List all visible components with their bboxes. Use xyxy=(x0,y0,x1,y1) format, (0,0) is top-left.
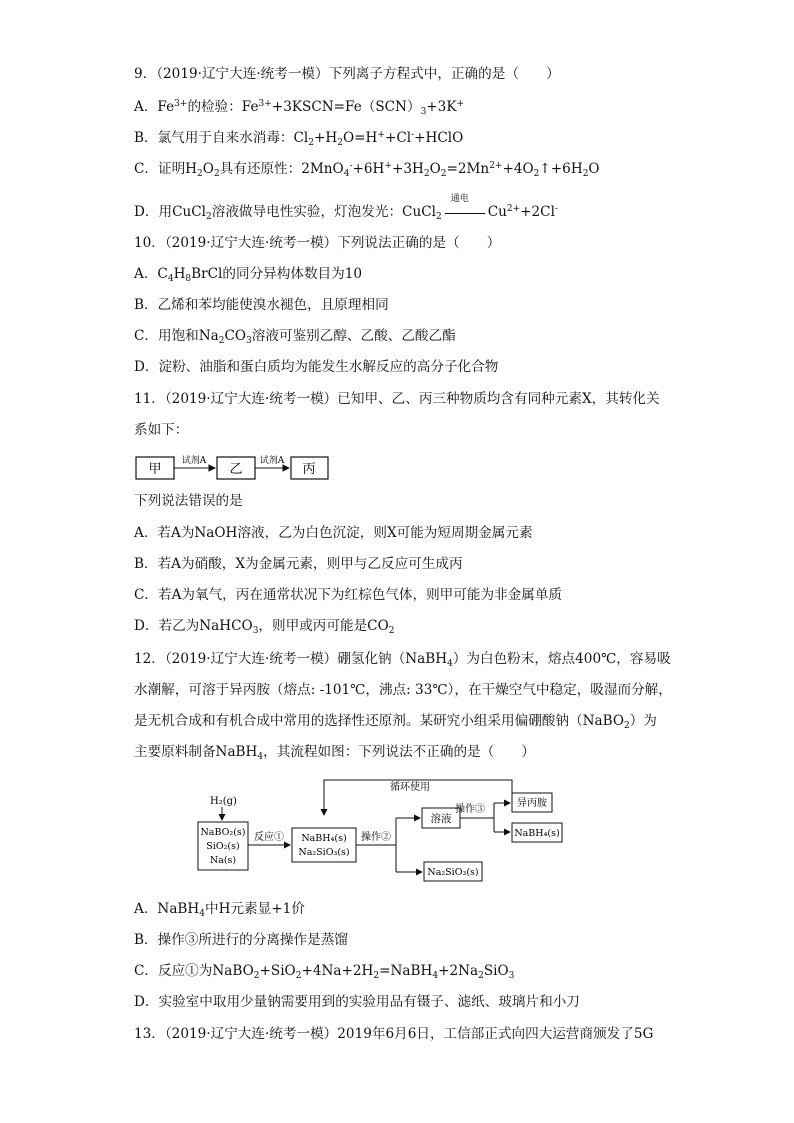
q11-conversion-diagram xyxy=(134,448,330,482)
h2-label: H₂(g) xyxy=(210,796,237,807)
q12-option-c: C．反应①为$NaBO_2+SiO_2+4Na+2H_2=NaBH_4+2Na_2SiO_3$ xyxy=(134,963,515,981)
q9-stem: 9．（2019·辽宁大连·统考一模）下列离子方程式中，正确的是（ ） xyxy=(134,66,560,82)
q10-option-b: B．乙烯和苯均能使溴水褪色，且原理相同 xyxy=(134,297,389,313)
isopropylamine-label: 异丙胺 xyxy=(517,798,547,809)
q12-stem-line3: 是无机合成和有机合成中常用的选择性还原剂。某研究小组采用偏硼酸钠（NaBO$_2$）为 xyxy=(134,713,657,731)
step1-label: 反应① xyxy=(254,832,284,843)
q12-option-b: B．操作③所进行的分离操作是蒸馏 xyxy=(134,932,348,948)
arrow2-label: 试剂A xyxy=(259,456,285,466)
q12-stem-line1: 12．（2019·辽宁大连·统考一模）硼氢化钠（NaBH$_4$）为白色粉末，熔点400℃，容易吸 xyxy=(134,651,671,669)
reactant-nabo2: NaBO₂(s) xyxy=(200,827,246,838)
q9-option-b: B．氯气用于自来水消毒：$Cl_2+H_2O=H^++Cl^-+HClO$ xyxy=(134,130,464,148)
box-bing-label: 丙 xyxy=(302,462,316,477)
q12-stem-line4: 主要原料制备NaBH$_4$，其流程如图：下列说法不正确的是（ ） xyxy=(134,744,536,762)
step3-label: 操作③ xyxy=(455,804,485,815)
reactant-sio2: SiO₂(s) xyxy=(206,841,240,852)
q11-option-c: C．若A为氧气，丙在通常状况下为红棕色气体，则甲可能为非金属单质 xyxy=(134,587,563,603)
q12-stem-line2: 水潮解，可溶于异丙胺（熔点: -101℃，沸点: 33℃），在干燥空气中稳定，吸湿而分解， xyxy=(134,682,672,698)
q12-option-d: D．实验室中取用少量钠需要用到的实验用品有镊子、滤纸、玻璃片和小刀 xyxy=(134,994,580,1010)
q11-stem-line2: 系如下： xyxy=(134,422,189,438)
solution-label: 溶液 xyxy=(430,813,452,825)
q9-option-a: A．$Fe^{3+}$的检验：$Fe^{3+}+3KSCN=Fe(SCN)_3+3K^+$ xyxy=(134,99,465,117)
nabh4-product-label: NaBH₄(s) xyxy=(514,828,560,839)
q12-process-flow-diagram xyxy=(190,776,580,886)
q10-option-d: D．淀粉、油脂和蛋白质均为能发生水解反应的高分子化合物 xyxy=(134,359,499,375)
box-yi-label: 乙 xyxy=(229,462,243,477)
q10-stem: 10．（2019·辽宁大连·统考一模）下列说法正确的是（ ） xyxy=(134,235,501,251)
arrow1-label: 试剂A xyxy=(181,456,207,466)
intermediate-nabh4: NaBH₄(s) xyxy=(301,833,347,844)
q12-option-a: A．NaBH$_4$中H元素显+1价 xyxy=(134,901,305,919)
electrolysis-arrow-label: 通电 xyxy=(450,194,469,204)
q11-option-d: D．若乙为NaHCO$_3$，则甲或丙可能是$CO_2$ xyxy=(134,618,395,636)
q10-option-a: A．$C_4H_8BrCl$的同分异构体数目为10 xyxy=(134,266,363,284)
q9-option-d: D．用CuCl$_2$溶液做导电性实验，灯泡发光：CuCl$_2$ 通电 $Cu^{2+}+2Cl^-$ xyxy=(134,194,558,222)
step2-label: 操作② xyxy=(361,832,391,843)
q11-stem-line1: 11．（2019·辽宁大连·统考一模）已知甲、乙、丙三种物质均含有同种元素X，其转化关 xyxy=(134,391,660,407)
box-jia-label: 甲 xyxy=(148,462,162,477)
q11-option-b: B．若A为硝酸，X为金属元素，则甲与乙反应可生成丙 xyxy=(134,556,463,572)
q10-option-c: C．用饱和$Na_2CO_3$溶液可鉴别乙醇、乙酸、乙酸乙酯 xyxy=(134,328,456,346)
na2sio3-product-label: Na₂SiO₃(s) xyxy=(427,867,479,878)
electrolysis-arrow xyxy=(445,194,485,216)
q11-option-a: A．若A为NaOH溶液，乙为白色沉淀，则X可能为短周期金属元素 xyxy=(134,525,533,541)
reactant-na: Na(s) xyxy=(209,855,237,866)
q9-option-c: C．证明$H_2O_2$具有还原性：$2MnO_4^-+6H^++3H_2O_2=2Mn^{2+}+4O_2↑+6H_2O$ xyxy=(134,161,600,179)
q13-stem: 13．（2019·辽宁大连·统考一模）2019年6月6日，工信部正式向四大运营商颁发了5G xyxy=(134,1026,654,1042)
recycle-label: 循环使用 xyxy=(390,782,430,793)
q11-prompt: 下列说法错误的是 xyxy=(134,493,243,509)
intermediate-na2sio3: Na₂SiO₃(s) xyxy=(298,847,350,858)
